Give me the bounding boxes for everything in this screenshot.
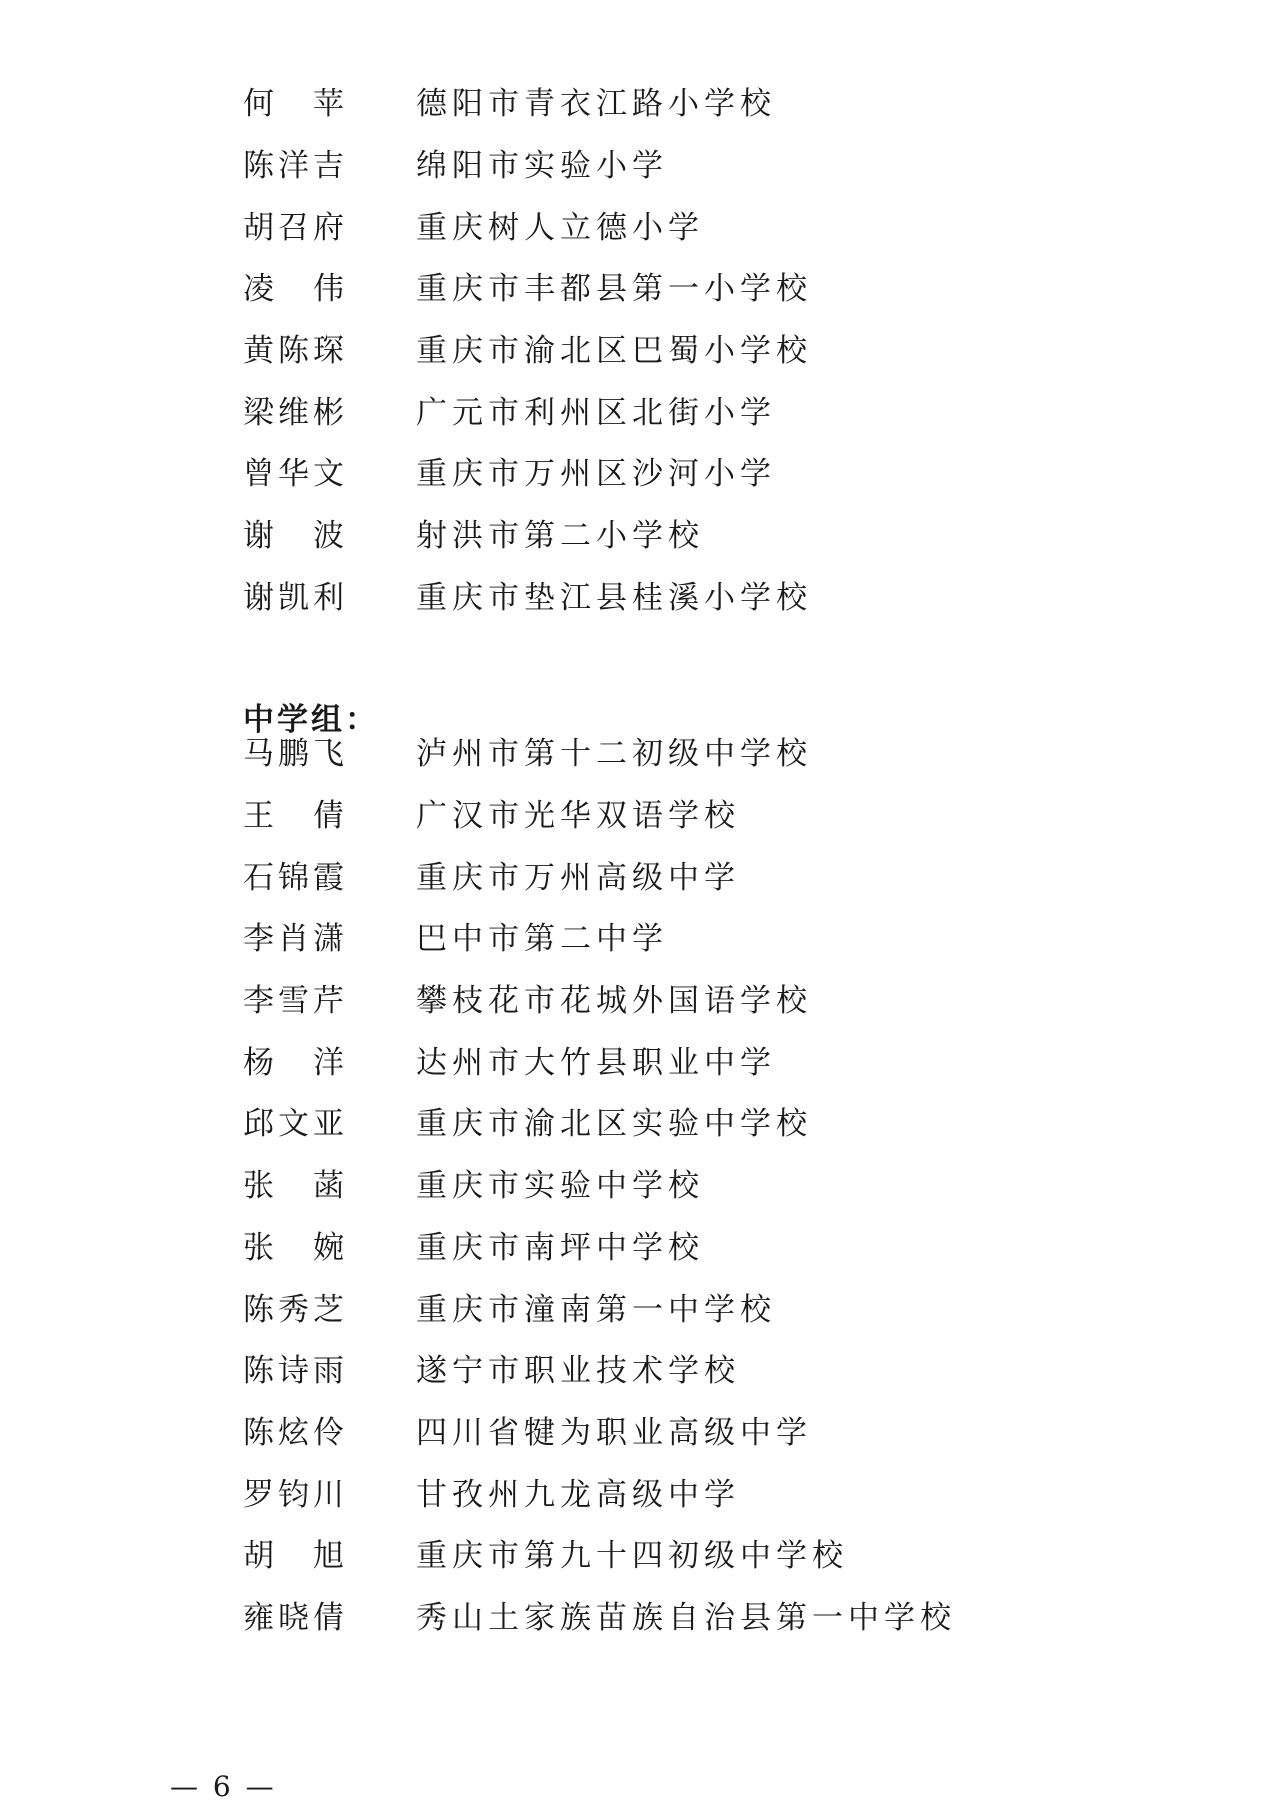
- list-item: [243, 502, 1223, 564]
- person-name: 马鹏飞: [243, 736, 348, 773]
- person-name: 黄陈琛: [243, 333, 348, 370]
- person-name: 王 倩: [243, 798, 348, 835]
- list-item: [243, 1028, 1223, 1090]
- person-name: 张 婉: [243, 1229, 348, 1266]
- school-name: 重庆市第九十四初级中学校: [416, 1538, 848, 1575]
- person-name: 罗钧川: [243, 1476, 348, 1513]
- person-name: 凌 伟: [243, 271, 348, 308]
- list-item: [243, 70, 1223, 132]
- school-name: 重庆市丰都县第一小学校: [416, 271, 812, 308]
- person-name: 杨 洋: [243, 1044, 348, 1081]
- person-name: 何 苹: [243, 86, 348, 123]
- school-name: 遂宁市职业技术学校: [416, 1353, 740, 1390]
- list-item: [243, 132, 1223, 194]
- person-name: 梁维彬: [243, 394, 348, 431]
- list-item: [243, 782, 1223, 844]
- primary-award-list: [243, 70, 1223, 625]
- list-item: [243, 440, 1223, 502]
- list-item: [243, 905, 1223, 967]
- list-item: [243, 564, 1223, 626]
- list-item: [243, 1522, 1223, 1584]
- person-name: 陈炫伶: [243, 1414, 348, 1451]
- list-item: [243, 1337, 1223, 1399]
- school-name: 重庆市渝北区巴蜀小学校: [416, 333, 812, 370]
- person-name: 陈诗雨: [243, 1353, 348, 1390]
- person-name: 胡 旭: [243, 1538, 348, 1575]
- person-name: 陈秀芝: [243, 1291, 348, 1328]
- school-name: 重庆市万州高级中学: [416, 859, 740, 896]
- school-name: 重庆市潼南第一中学校: [416, 1291, 776, 1328]
- school-name: 广汉市光华双语学校: [416, 798, 740, 835]
- school-name: 德阳市青衣江路小学校: [416, 86, 776, 123]
- middle-school-award-list: [243, 720, 1223, 1645]
- middle-school-group-heading: 中学组：: [243, 701, 379, 738]
- person-name: 邱文亚: [243, 1106, 348, 1143]
- school-name: 达州市大竹县职业中学: [416, 1044, 776, 1081]
- person-name: 雍晓倩: [243, 1599, 348, 1636]
- person-name: 谢凯利: [243, 579, 348, 616]
- school-name: 甘孜州九龙高级中学: [416, 1476, 740, 1513]
- page-number: — 6 —: [170, 1770, 277, 1803]
- list-item: [243, 1152, 1223, 1214]
- school-name: 四川省犍为职业高级中学: [416, 1414, 812, 1451]
- person-name: 陈洋吉: [243, 148, 348, 185]
- list-item: [243, 967, 1223, 1029]
- list-item: [243, 317, 1223, 379]
- person-name: 张 菡: [243, 1168, 348, 1205]
- school-name: 重庆树人立德小学: [416, 209, 704, 246]
- list-item: [243, 1399, 1223, 1461]
- list-item: [243, 720, 1223, 782]
- list-item: [243, 378, 1223, 440]
- list-item: [243, 193, 1223, 255]
- school-name: 广元市利州区北街小学: [416, 394, 776, 431]
- school-name: 重庆市万州区沙河小学: [416, 456, 776, 493]
- list-item: [243, 1090, 1223, 1152]
- school-name: 重庆市实验中学校: [416, 1168, 704, 1205]
- school-name: 攀枝花市花城外国语学校: [416, 983, 812, 1020]
- list-item: [243, 1275, 1223, 1337]
- school-name: 绵阳市实验小学: [416, 148, 668, 185]
- school-name: 重庆市南坪中学校: [416, 1229, 704, 1266]
- person-name: 谢 波: [243, 518, 348, 555]
- person-name: 李肖潇: [243, 921, 348, 958]
- list-item: [243, 843, 1223, 905]
- person-name: 胡召府: [243, 209, 348, 246]
- school-name: 泸州市第十二初级中学校: [416, 736, 812, 773]
- list-item: [243, 1214, 1223, 1276]
- person-name: 曾华文: [243, 456, 348, 493]
- list-item: [243, 1460, 1223, 1522]
- person-name: 李雪芹: [243, 983, 348, 1020]
- school-name: 巴中市第二中学: [416, 921, 668, 958]
- list-item: [243, 255, 1223, 317]
- school-name: 重庆市垫江县桂溪小学校: [416, 579, 812, 616]
- school-name: 秀山土家族苗族自治县第一中学校: [416, 1599, 956, 1636]
- school-name: 重庆市渝北区实验中学校: [416, 1106, 812, 1143]
- person-name: 石锦霞: [243, 859, 348, 896]
- school-name: 射洪市第二小学校: [416, 518, 704, 555]
- list-item: [243, 1584, 1223, 1646]
